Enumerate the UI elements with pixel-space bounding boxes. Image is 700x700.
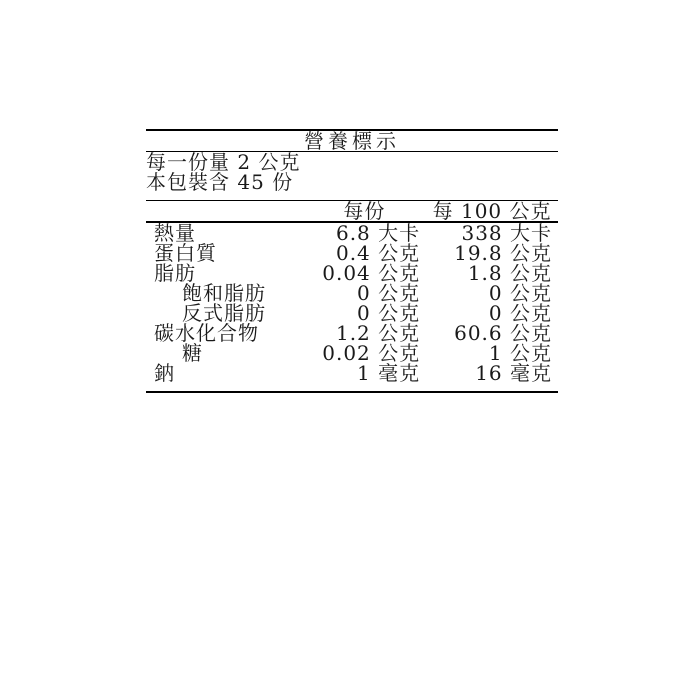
nutrition-label (146, 129, 558, 393)
table-bottom-rule (146, 391, 558, 393)
nutrition-title-row (146, 130, 558, 152)
serving-size-row (146, 152, 558, 173)
nutrient-per-serving: 0 公克 (357, 301, 421, 325)
column-header-per-serving: 每份 (303, 201, 427, 223)
nutrient-per-100g: 1 公克 (488, 341, 552, 365)
table-row (146, 323, 558, 343)
page-title: 營養標示 (146, 130, 558, 152)
nutrient-per-100g: 0 公克 (488, 301, 552, 325)
table-row (146, 263, 558, 283)
nutrient-per-100g: 0 公克 (488, 281, 552, 305)
table-row (146, 343, 558, 363)
nutrient-name: 反式脂肪 (182, 301, 266, 325)
nutrient-name: 飽和脂肪 (182, 281, 266, 305)
nutrition-table (146, 129, 558, 391)
nutrient-name: 熱量 (154, 221, 196, 245)
nutrient-per-100g: 16 毫克 (475, 361, 552, 385)
nutrient-name: 鈉 (154, 361, 175, 385)
table-row (146, 243, 558, 263)
nutrient-per-100g: 19.8 公克 (454, 241, 552, 265)
serving-size-text: 每一份量 2 公克 (146, 150, 301, 174)
nutrient-per-serving: 1.2 公克 (335, 321, 421, 345)
nutrient-name: 蛋白質 (154, 241, 217, 265)
nutrient-per-100g: 338 大卡 (461, 221, 552, 245)
nutrient-name: 碳水化合物 (154, 321, 259, 345)
nutrient-per-serving: 1 毫克 (357, 361, 421, 385)
nutrient-per-serving: 0.4 公克 (335, 241, 421, 265)
nutrient-per-100g: 1.8 公克 (467, 261, 552, 285)
servings-per-pack-row (146, 172, 558, 201)
servings-per-pack-text: 本包裝含 45 份 (146, 172, 558, 201)
nutrient-name: 脂肪 (154, 261, 196, 285)
table-row (146, 222, 558, 243)
nutrient-per-serving: 0 公克 (357, 281, 421, 305)
column-header-row (146, 201, 558, 223)
nutrient-name: 糖 (182, 341, 203, 365)
table-row (146, 303, 558, 323)
column-header-per-100g: 每 100 公克 (426, 201, 558, 223)
nutrient-per-100g: 60.6 公克 (454, 321, 552, 345)
nutrient-per-serving: 6.8 大卡 (335, 221, 421, 245)
nutrient-per-serving: 0.02 公克 (322, 341, 421, 365)
table-row (146, 283, 558, 303)
nutrient-per-serving: 0.04 公克 (322, 261, 421, 285)
table-row (146, 363, 558, 391)
column-header-blank (146, 201, 303, 223)
